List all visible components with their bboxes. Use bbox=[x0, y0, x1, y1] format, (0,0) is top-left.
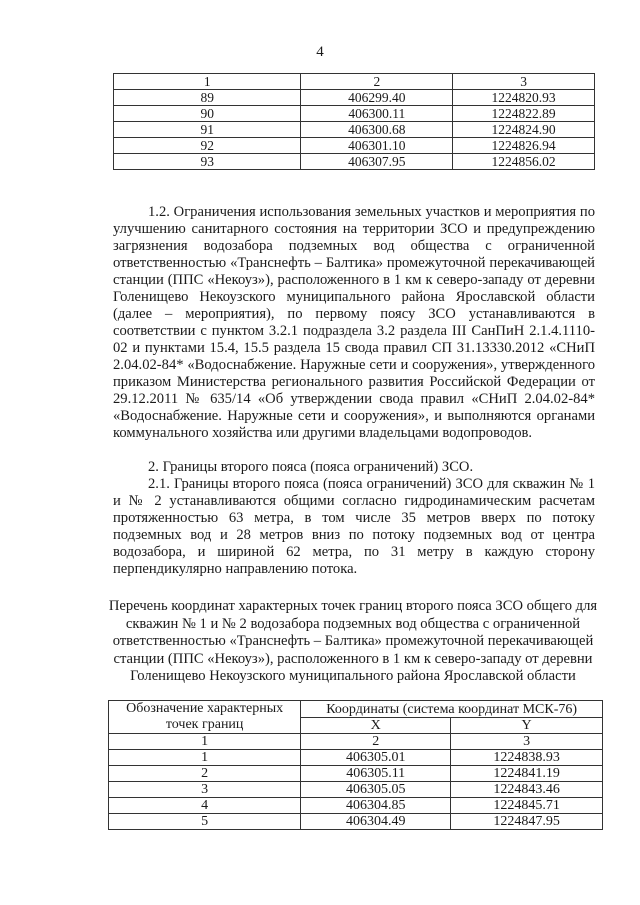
section-1-2-text: 1.2. Ограничения использования земельных участков и мероприятия по улучшению санитарного состояния на территории ЗСО и предупреждению загрязнения водозабора подземных вод общества с ограниченной ответственностью «Транснефть – Балтика» промежуточной перекачивающей станции (ППС «Некоуз»), расположенного в 1 км к северо-западу от деревни Голенищево Некоузского муниципального района Ярославской области (далее – мероприятия), по первому поясу ЗСО устанавливаются в соответствии с пунктом 3.2.1 подраздела 3.2 раздела III СанПиН 2.1.4.1110-02 и пунктами 15.4, 15.5 раздела 15 свода правил СП 31.13330.2012 «СНиП 2.04.02-84* «Водоснабжение. Наружные сети и сооружения», утвержденного приказом Министерства регионального развития Российской Федерации от 29.12.2011 № 635/14 «Об утверждении свода правил «СНиП 2.04.02-84* «Водоснабжение. Наружные сети и сооружения», и выполняются органами коммунального хозяйства или другими владельцами водопроводов. bbox=[113, 204, 595, 441]
table-header-row bbox=[114, 74, 595, 90]
point-number-cell: 2 bbox=[109, 766, 301, 782]
table-index-cell: 3 bbox=[451, 734, 603, 750]
y-coordinate-cell: 1224820.93 bbox=[453, 90, 595, 106]
table-row bbox=[114, 90, 595, 106]
x-coordinate-cell: 406304.49 bbox=[301, 814, 451, 830]
table-header-cell: 1 bbox=[114, 74, 301, 90]
x-coordinate-cell: 406305.05 bbox=[301, 782, 451, 798]
y-coordinate-cell: 1224822.89 bbox=[453, 106, 595, 122]
point-number-cell: 1 bbox=[109, 750, 301, 766]
x-coordinate-cell: 406304.85 bbox=[301, 798, 451, 814]
x-header: X bbox=[301, 718, 451, 734]
y-coordinate-cell: 1224838.93 bbox=[451, 750, 603, 766]
page-number: 4 bbox=[316, 44, 324, 60]
table-row bbox=[114, 122, 595, 138]
point-number-cell: 89 bbox=[114, 90, 301, 106]
section-2-1-text: 2.1. Границы второго пояса (пояса ограничений) ЗСО для скважин № 1 и № 2 устанавливаются общими согласно гидродинамическим расчетам протяженностью 63 метра, в том числе 35 метров вверх по потоку подземных вод и 28 метров вниз по потоку подземных вод от центра водозабора, и шириной 62 метра, по 31 метру в каждую сторону перпендикулярно направлению потока. bbox=[113, 476, 595, 577]
y-coordinate-cell: 1224824.90 bbox=[453, 122, 595, 138]
table-row bbox=[114, 154, 595, 170]
coordinates-table-continued bbox=[113, 73, 595, 170]
y-coordinate-cell: 1224847.95 bbox=[451, 814, 603, 830]
x-coordinate-cell: 406305.01 bbox=[301, 750, 451, 766]
point-number-cell: 93 bbox=[114, 154, 301, 170]
table-index-cell: 1 bbox=[109, 734, 301, 750]
point-number-cell: 5 bbox=[109, 814, 301, 830]
table-row bbox=[114, 138, 595, 154]
y-coordinate-cell: 1224856.02 bbox=[453, 154, 595, 170]
point-number-cell: 90 bbox=[114, 106, 301, 122]
table-row bbox=[109, 750, 603, 766]
table-row bbox=[114, 106, 595, 122]
y-coordinate-cell: 1224845.71 bbox=[451, 798, 603, 814]
section-1-2 bbox=[113, 204, 595, 442]
y-coordinate-cell: 1224841.19 bbox=[451, 766, 603, 782]
x-coordinate-cell: 406300.68 bbox=[301, 122, 453, 138]
point-designation-header: Обозначение характерных точек границ bbox=[109, 701, 301, 734]
x-coordinate-cell: 406300.11 bbox=[301, 106, 453, 122]
x-coordinate-cell: 406307.95 bbox=[301, 154, 453, 170]
coordinates-header: Координаты (система координат МСК-76) bbox=[301, 701, 603, 718]
y-coordinate-cell: 1224826.94 bbox=[453, 138, 595, 154]
table-caption: Перечень координат характерных точек границ второго пояса ЗСО общего для скважин № 1 и № 2 водозабора подземных вод общества с ограниченной ответственностью «Транснефть – Балтика» промежуточной перекачивающей станции (ППС «Некоуз»), расположенного в 1 км к северо-западу от деревни Голенищево Некоузского муниципального района Ярославской области bbox=[108, 598, 598, 684]
point-number-cell: 4 bbox=[109, 798, 301, 814]
section-2 bbox=[113, 459, 595, 476]
table-row bbox=[109, 814, 603, 830]
point-number-cell: 92 bbox=[114, 138, 301, 154]
table-row bbox=[109, 782, 603, 798]
table-header-row bbox=[109, 701, 603, 718]
y-coordinate-cell: 1224843.46 bbox=[451, 782, 603, 798]
table-row bbox=[109, 766, 603, 782]
section-2-1 bbox=[113, 476, 595, 578]
x-coordinate-cell: 406299.40 bbox=[301, 90, 453, 106]
x-coordinate-cell: 406305.11 bbox=[301, 766, 451, 782]
x-coordinate-cell: 406301.10 bbox=[301, 138, 453, 154]
table-row bbox=[109, 798, 603, 814]
point-number-cell: 3 bbox=[109, 782, 301, 798]
section-2-heading: 2. Границы второго пояса (пояса ограничений) ЗСО. bbox=[148, 459, 474, 475]
table-header-cell: 2 bbox=[301, 74, 453, 90]
point-number-cell: 91 bbox=[114, 122, 301, 138]
table-index-row bbox=[109, 734, 603, 750]
y-header: Y bbox=[451, 718, 603, 734]
table-header-cell: 3 bbox=[453, 74, 595, 90]
second-zone-coordinates-table bbox=[108, 700, 603, 830]
table-index-cell: 2 bbox=[301, 734, 451, 750]
